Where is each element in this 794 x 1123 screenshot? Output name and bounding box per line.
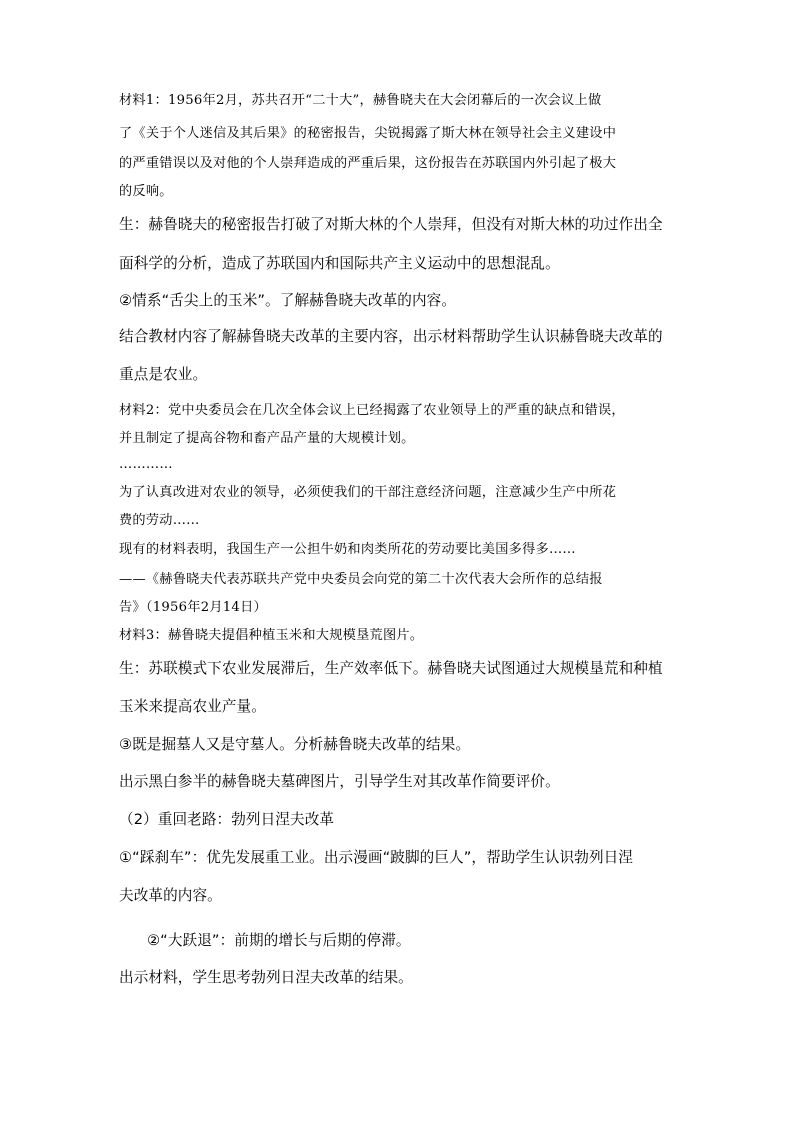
student-answer-2-line-1: 生：苏联模式下农业发展滞后，生产效率低下。赫鲁晓夫试图通过大规模垦荒和种植 (119, 660, 663, 677)
material-2-line-1: 材料2：党中央委员会在几次全体会议上已经揭露了农业领导上的严重的缺点和错误， (119, 403, 625, 418)
material-3-line: 材料3：赫鲁晓夫提倡种植玉米和大规模垦荒图片。 (119, 628, 424, 643)
section-2-heading: ②情系“舌尖上的玉米”。了解赫鲁晓夫改革的内容。 (119, 292, 457, 309)
section-3-heading: ③既是掘墓人又是守墓人。分析赫鲁晓夫改革的结果。 (119, 736, 471, 753)
brezhnev-section-heading: （2）重回老路：勃列日涅夫改革 (119, 811, 335, 828)
material-2-source-line-1: ——《赫鲁晓夫代表苏联共产党中央委员会向党的第二十次代表大会所作的总结报 (119, 572, 603, 587)
material-2-line-5: 现有的材料表明，我国生产一公担牛奶和肉类所花的劳动要比美国多得多…… (119, 542, 576, 557)
material-2-line-3: 为了认真改进对农业的领导，必须使我们的干部注意经济问题，注意减少生产中所花 (119, 485, 617, 500)
student-answer-1-line-2: 面科学的分析，造成了苏联国内和国际共产主义运动中的思想混乱。 (119, 255, 560, 272)
material-1-line-3: 的严重错误以及对他的个人崇拜造成的严重后果，这份报告在苏联国内外引起了极大 (119, 156, 617, 171)
material-1-line-2: 了《关于个人迷信及其后果》的秘密报告，尖锐揭露了斯大林在领导社会主义建设中 (119, 126, 617, 141)
material-1-line-1: 材料1：1956年2月，苏共召开“二十大”，赫鲁晓夫在大会闭幕后的一次会议上做 (119, 93, 602, 108)
material-2-line-4: 费的劳动…… (119, 513, 200, 528)
material-2-ellipsis: ………… (119, 457, 173, 472)
brezhnev-point-1-line-1: ①“踩刹车”：优先发展重工业。出示漫画“跛脚的巨人”，帮助学生认识勃列日涅 (119, 849, 634, 866)
brezhnev-point-1-line-2: 夫改革的内容。 (119, 887, 222, 904)
teaching-note-3: 出示黑白参半的赫鲁晓夫墓碑图片，引导学生对其改革作简要评价。 (119, 773, 560, 790)
brezhnev-point-2: ②“大跃退”：前期的增长与后期的停滞。 (147, 932, 411, 949)
material-2-line-2: 并且制定了提高谷物和畜产品产量的大规模计划。 (119, 431, 415, 446)
material-1-line-4: 的反响。 (119, 184, 173, 199)
student-answer-1-line-1: 生：赫鲁晓夫的秘密报告打破了对斯大林的个人崇拜，但没有对斯大林的功过作出全 (119, 216, 663, 233)
brezhnev-result-note: 出示材料，学生思考勃列日涅夫改革的结果。 (119, 969, 413, 986)
teaching-note-line-1: 结合教材内容了解赫鲁晓夫改革的主要内容，出示材料帮助学生认识赫鲁晓夫改革的 (119, 328, 663, 345)
material-2-source-line-2: 告》（1956年2月14日） (119, 600, 267, 615)
teaching-note-line-2: 重点是农业。 (119, 366, 208, 383)
student-answer-2-line-2: 玉米来提高农业产量。 (119, 698, 266, 715)
